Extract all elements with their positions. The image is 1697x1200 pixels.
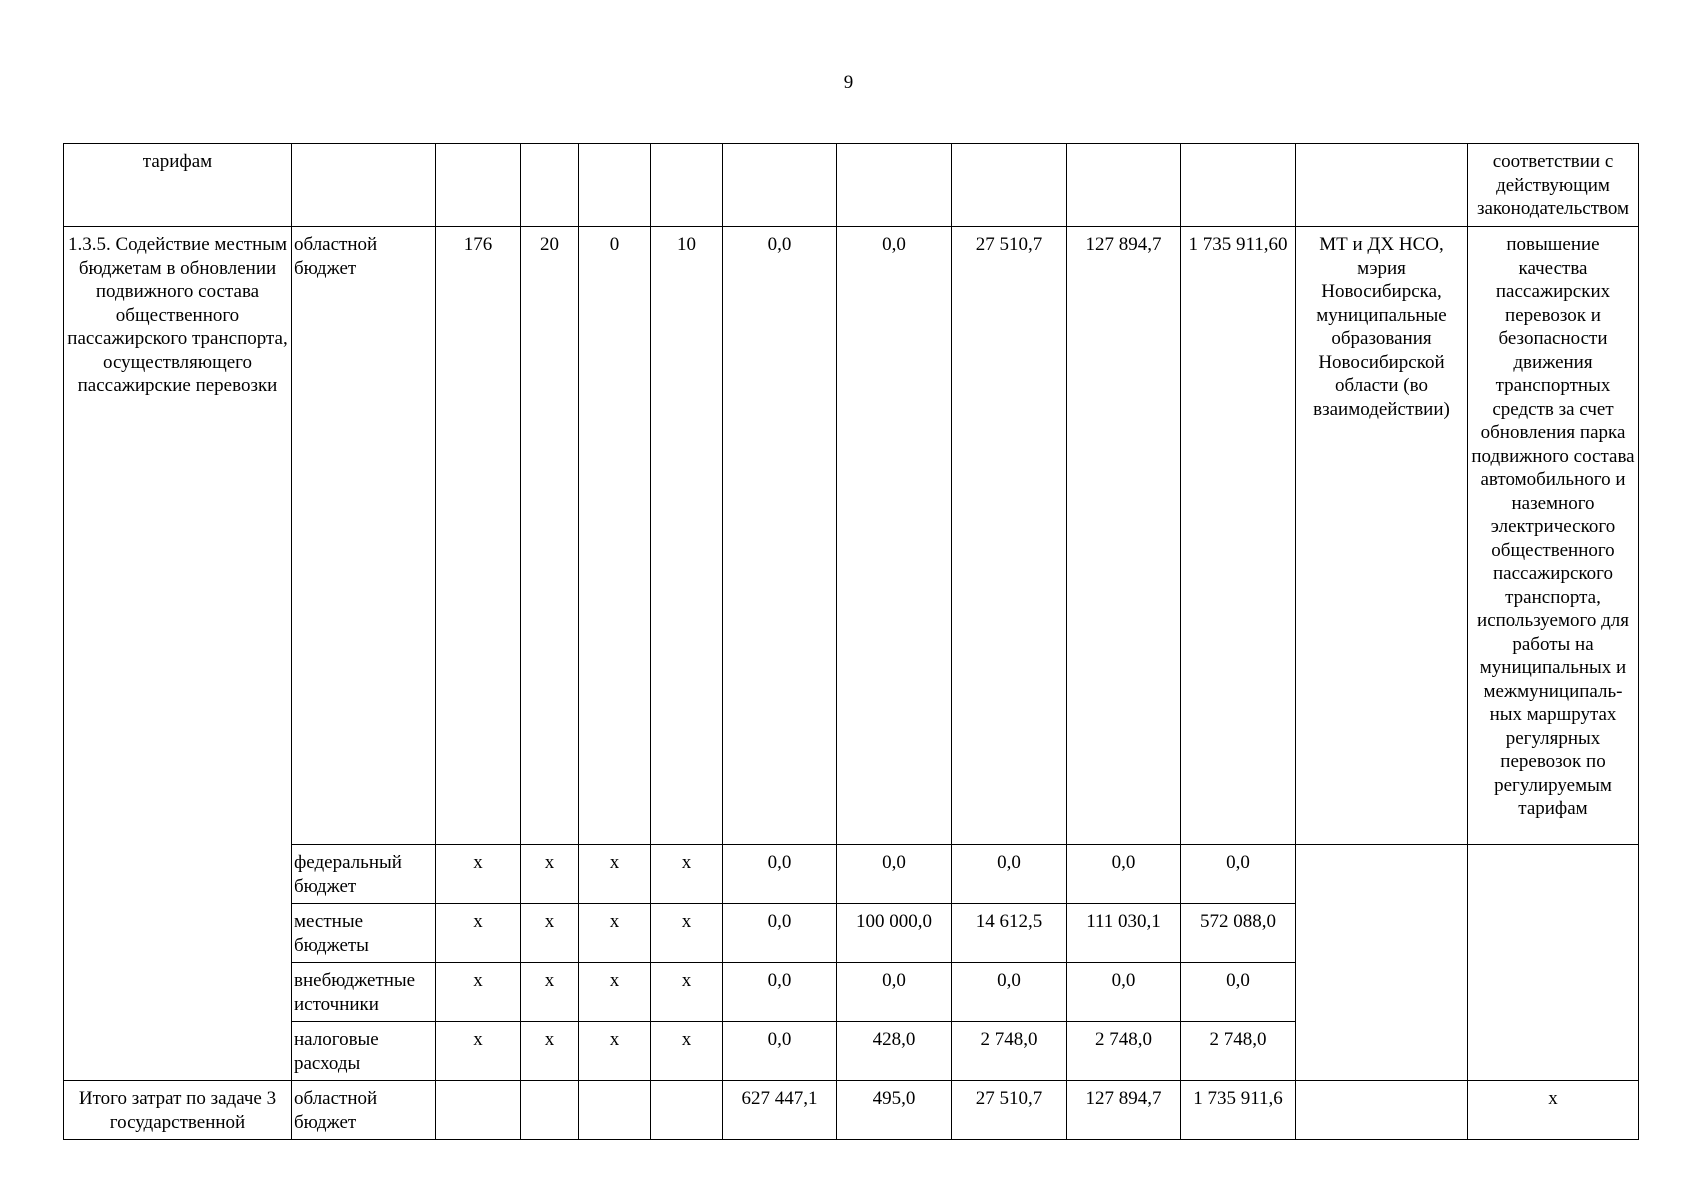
- amount-cell: 14 612,5: [952, 904, 1067, 963]
- amount-cell: 111 030,1: [1067, 904, 1181, 963]
- indicator-cell: x: [651, 963, 723, 1022]
- amount-cell: 2 748,0: [952, 1022, 1067, 1081]
- amount-cell: 0,0: [723, 845, 837, 904]
- amount-cell: 0,0: [1067, 845, 1181, 904]
- indicator-cell: x: [521, 1022, 579, 1081]
- indicator-cell: x: [651, 904, 723, 963]
- indicator-cell: 20: [521, 227, 579, 845]
- amount-cell: 127 894,7: [1067, 1081, 1181, 1140]
- indicator-cell: x: [436, 845, 521, 904]
- indicator-cell: 0: [579, 227, 651, 845]
- expected-result-cell: соответствии с действующим законодательством: [1468, 144, 1639, 227]
- expected-result-cell: [1468, 845, 1639, 1081]
- total-label-cell: Итого затрат по задаче 3 государственной: [64, 1081, 292, 1140]
- amount-cell: 100 000,0: [837, 904, 952, 963]
- funding-source-cell: местные бюджеты: [292, 904, 436, 963]
- indicator-cell: x: [436, 1022, 521, 1081]
- amount-cell: 0,0: [723, 904, 837, 963]
- amount-cell: 1 735 911,6: [1181, 1081, 1296, 1140]
- amount-cell: 428,0: [837, 1022, 952, 1081]
- amount-cell: 495,0: [837, 1081, 952, 1140]
- table-row: [64, 227, 1639, 845]
- indicator-cell: x: [521, 904, 579, 963]
- indicator-cell: x: [651, 845, 723, 904]
- amount-cell: 0,0: [1067, 963, 1181, 1022]
- amount-cell: 2 748,0: [1067, 1022, 1181, 1081]
- amount-cell: 0,0: [723, 1022, 837, 1081]
- funding-source-cell: внебюджетные источники: [292, 963, 436, 1022]
- expected-result-cell: x: [1468, 1081, 1639, 1140]
- table-row: [64, 1081, 1639, 1140]
- indicator-cell: x: [521, 845, 579, 904]
- executor-cell: [1296, 1081, 1468, 1140]
- amount-cell: 627 447,1: [723, 1081, 837, 1140]
- amount-cell: 0,0: [723, 227, 837, 845]
- amount-cell: 0,0: [723, 963, 837, 1022]
- amount-cell: 1 735 911,60: [1181, 227, 1296, 845]
- program-table: [63, 143, 1639, 1140]
- indicator-cell: x: [579, 845, 651, 904]
- funding-source-cell: областной бюджет: [292, 227, 436, 845]
- funding-source-cell: налоговые расходы: [292, 1022, 436, 1081]
- executor-cell: [1296, 845, 1468, 1081]
- indicator-cell: x: [651, 1022, 723, 1081]
- table-row: [64, 845, 1639, 904]
- amount-cell: 0,0: [837, 845, 952, 904]
- amount-cell: 27 510,7: [952, 1081, 1067, 1140]
- measure-name-cell: тарифам: [64, 144, 292, 227]
- amount-cell: 572 088,0: [1181, 904, 1296, 963]
- indicator-cell: x: [436, 963, 521, 1022]
- funding-source-cell: федеральный бюджет: [292, 845, 436, 904]
- amount-cell: 0,0: [1181, 963, 1296, 1022]
- amount-cell: 0,0: [837, 963, 952, 1022]
- amount-cell: 127 894,7: [1067, 227, 1181, 845]
- amount-cell: 2 748,0: [1181, 1022, 1296, 1081]
- indicator-cell: x: [521, 963, 579, 1022]
- amount-cell: 0,0: [952, 963, 1067, 1022]
- page-number: 9: [843, 72, 854, 93]
- funding-source-cell: областной бюджет: [292, 1081, 436, 1140]
- amount-cell: 0,0: [1181, 845, 1296, 904]
- expected-result-cell: повышение качества пассажирских перевозок и безопасности движения транспортных средств за счет обновления парка подвижного состава автомобильного и наземного электрического общественного пассажирского транспорта, используемого для работы на муниципальных и межмуниципаль-ных маршрутах регулярных перевозок по регулируемым тарифам: [1468, 227, 1639, 845]
- indicator-cell: x: [579, 1022, 651, 1081]
- table-row: [64, 144, 1639, 227]
- measure-name-cell: 1.3.5. Содействие местным бюджетам в обновлении подвижного состава общественного пассажирского транспорта, осуществляющего пассажирские перевозки: [64, 227, 292, 1081]
- indicator-cell: x: [579, 904, 651, 963]
- indicator-cell: 176: [436, 227, 521, 845]
- amount-cell: 0,0: [952, 845, 1067, 904]
- amount-cell: 27 510,7: [952, 227, 1067, 845]
- amount-cell: 0,0: [837, 227, 952, 845]
- indicator-cell: x: [436, 904, 521, 963]
- indicator-cell: x: [579, 963, 651, 1022]
- indicator-cell: 10: [651, 227, 723, 845]
- executor-cell: МТ и ДХ НСО, мэрия Новосибирска, муниципальные образования Новосибирской области (во взаимодействии): [1296, 227, 1468, 845]
